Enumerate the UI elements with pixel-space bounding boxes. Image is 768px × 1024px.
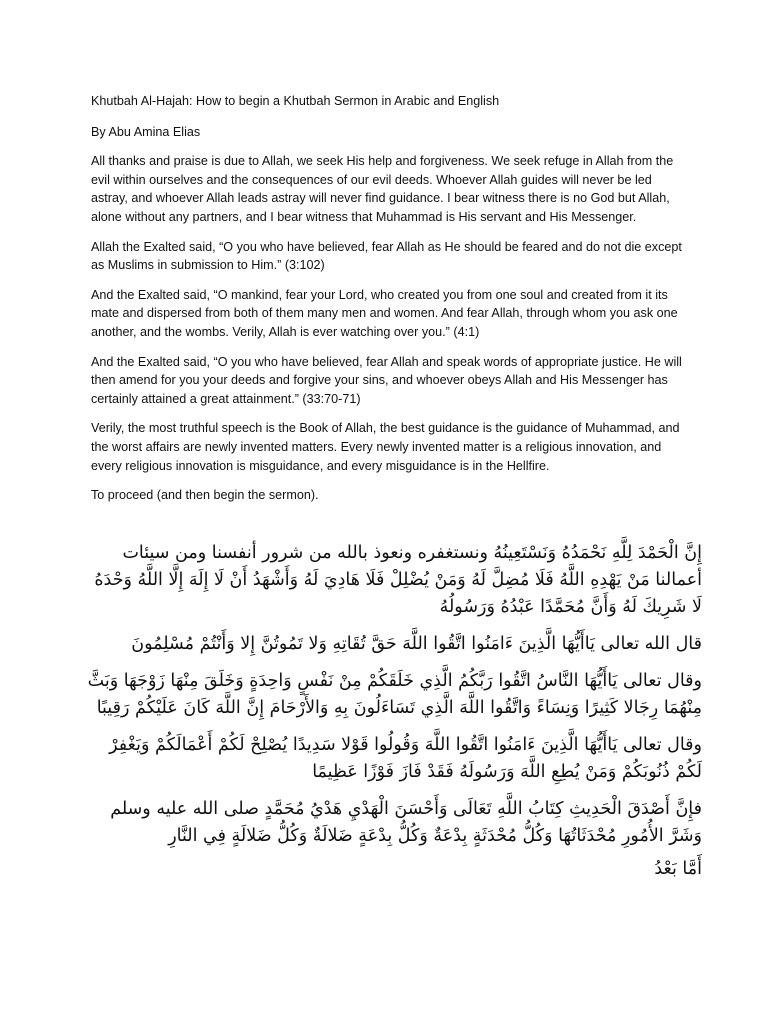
document-title: Khutbah Al-Hajah: How to begin a Khutbah Sermon in Arabic and English <box>91 94 500 108</box>
paragraph-verse-3-102: Allah the Exalted said, “O you who have believed, fear Allah as He should be feared and do not die except as Muslims in submission to Him.” (3:102) <box>91 239 682 273</box>
arabic-paragraph-verse-33-70: وقال تعالى يَاأَيُّهَا الَّذِينَ ءَامَنُوا اتَّقُوا اللَّهَ وَقُولُوا قَوْلا سَدِيدًا يُصْلِحْ لَكُمْ أَعْمَالَكُمْ وَيَغْفِرْ لَكُمْ ذُنُوبَكُمْ وَمَنْ يُطِعِ اللَّهَ وَرَسُولَهُ فَقَدْ فَازَ فَوْزًا عَظِيمًا <box>109 735 702 782</box>
arabic-text-block <box>80 540 702 893</box>
arabic-paragraph-amma-bad: أَمَّا بَعْدُ <box>654 859 702 879</box>
author-line: By Abu Amina Elias <box>91 124 201 139</box>
paragraph-to-proceed: To proceed (and then begin the sermon). <box>91 488 319 503</box>
english-text-block <box>91 92 691 516</box>
arabic-paragraph-verse-4-1: وقال تعالى يَاأَيُّهَا النَّاسُ اتَّقُوا رَبَّكُمُ الَّذِي خَلَقَكُمْ مِنْ نَفْسٍ وَاحِدَةٍ وَخَلَقَ مِنْهَا زَوْجَهَا وَبَثَّ مِنْهُمَا رِجَالا كَثِيرًا وَنِسَاءً وَاتَّقُوا اللَّهَ الَّذِي تَسَاءَلُونَ بِهِ وَالأَرْحَامَ إِنَّ اللَّهَ كَانَ عَلَيْكُمْ رَقِيبًا <box>87 671 702 718</box>
paragraph-verse-33-70: And the Exalted said, “O you who have believed, fear Allah and speak words of appropriate justice. He will then amend for you your deeds and forgive your sins, and whoever obeys Allah and His Messenger has certainly attained a great attainment.” (33:70-71) <box>91 354 682 406</box>
arabic-paragraph-verse-3-102: قال الله تعالى يَاأَيُّهَا الَّذِينَ ءَامَنُوا اتَّقُوا اللَّهَ حَقَّ تُقَاتِهِ وَلا تَمُوتُنَّ إِلا وَأَنْتُمْ مُسْلِمُونَ <box>131 634 702 654</box>
paragraph-verse-4-1: And the Exalted said, “O mankind, fear your Lord, who created you from one soul and created from it its mate and dispersed from both of them many men and women. And fear Allah, through whom you ask one another, and the wombs. Verily, Allah is ever watching over you.” (4:1) <box>91 287 678 339</box>
arabic-paragraph-truthful-speech: فإِنَّ أَصْدَقَ الْحَدِيثِ كِتَابُ اللَّهِ تَعَالَى وَأَحْسَنَ الْهَدْيِ هَدْيُ مُحَمَّدٍ صلى الله عليه وسلم وَشَرَّ الأُمُورِ مُحْدَثَاتُهَا وَكُلُّ مُحْدَثَةٍ بِدْعَةٌ وَكُلُّ بِدْعَةٍ ضَلالَةٌ وَكُلُّ ضَلالَةٍ فِي النَّارِ <box>110 799 702 846</box>
arabic-paragraph-praise: إِنَّ الْحَمْدَ لِلَّهِ نَحْمَدُهُ وَنَسْتَعِينُهُ ونستغفره ونعوذ بالله من شرور أنفسنا ومن سيئات أعمالنا مَنْ يَهْدِهِ اللَّهُ فَلَا مُضِلَّ لَهُ وَمَنْ يُضْلِلْ فَلَا هَادِيَ لَهُ وَأَشْهَدُ أَنْ لَا إِلَهَ إِلَّا اللَّهُ وَحْدَهُ لَا شَرِيكَ لَهُ وَأَنَّ مُحَمَّدًا عَبْدُهُ وَرَسُولُهُ <box>94 543 702 617</box>
paragraph-opening-praise: All thanks and praise is due to Allah, we seek His help and forgiveness. We seek refuge in Allah from the evil within ourselves and the consequences of our evil deeds. Whoever Allah guides will never be led astray, and whoever Allah leads astray will never find guidance. I bear witness there is no God but Allah, alone without any partners, and I bear witness that Muhammad is His servant and His Messenger. <box>91 154 674 224</box>
paragraph-truthful-speech: Verily, the most truthful speech is the Book of Allah, the best guidance is the guidance of Muhammad, and the worst affairs are newly invented matters. Every newly invented matter is a religious innovation, and every religious innovation is misguidance, and every misguidance is in the Hellfire. <box>91 421 680 473</box>
